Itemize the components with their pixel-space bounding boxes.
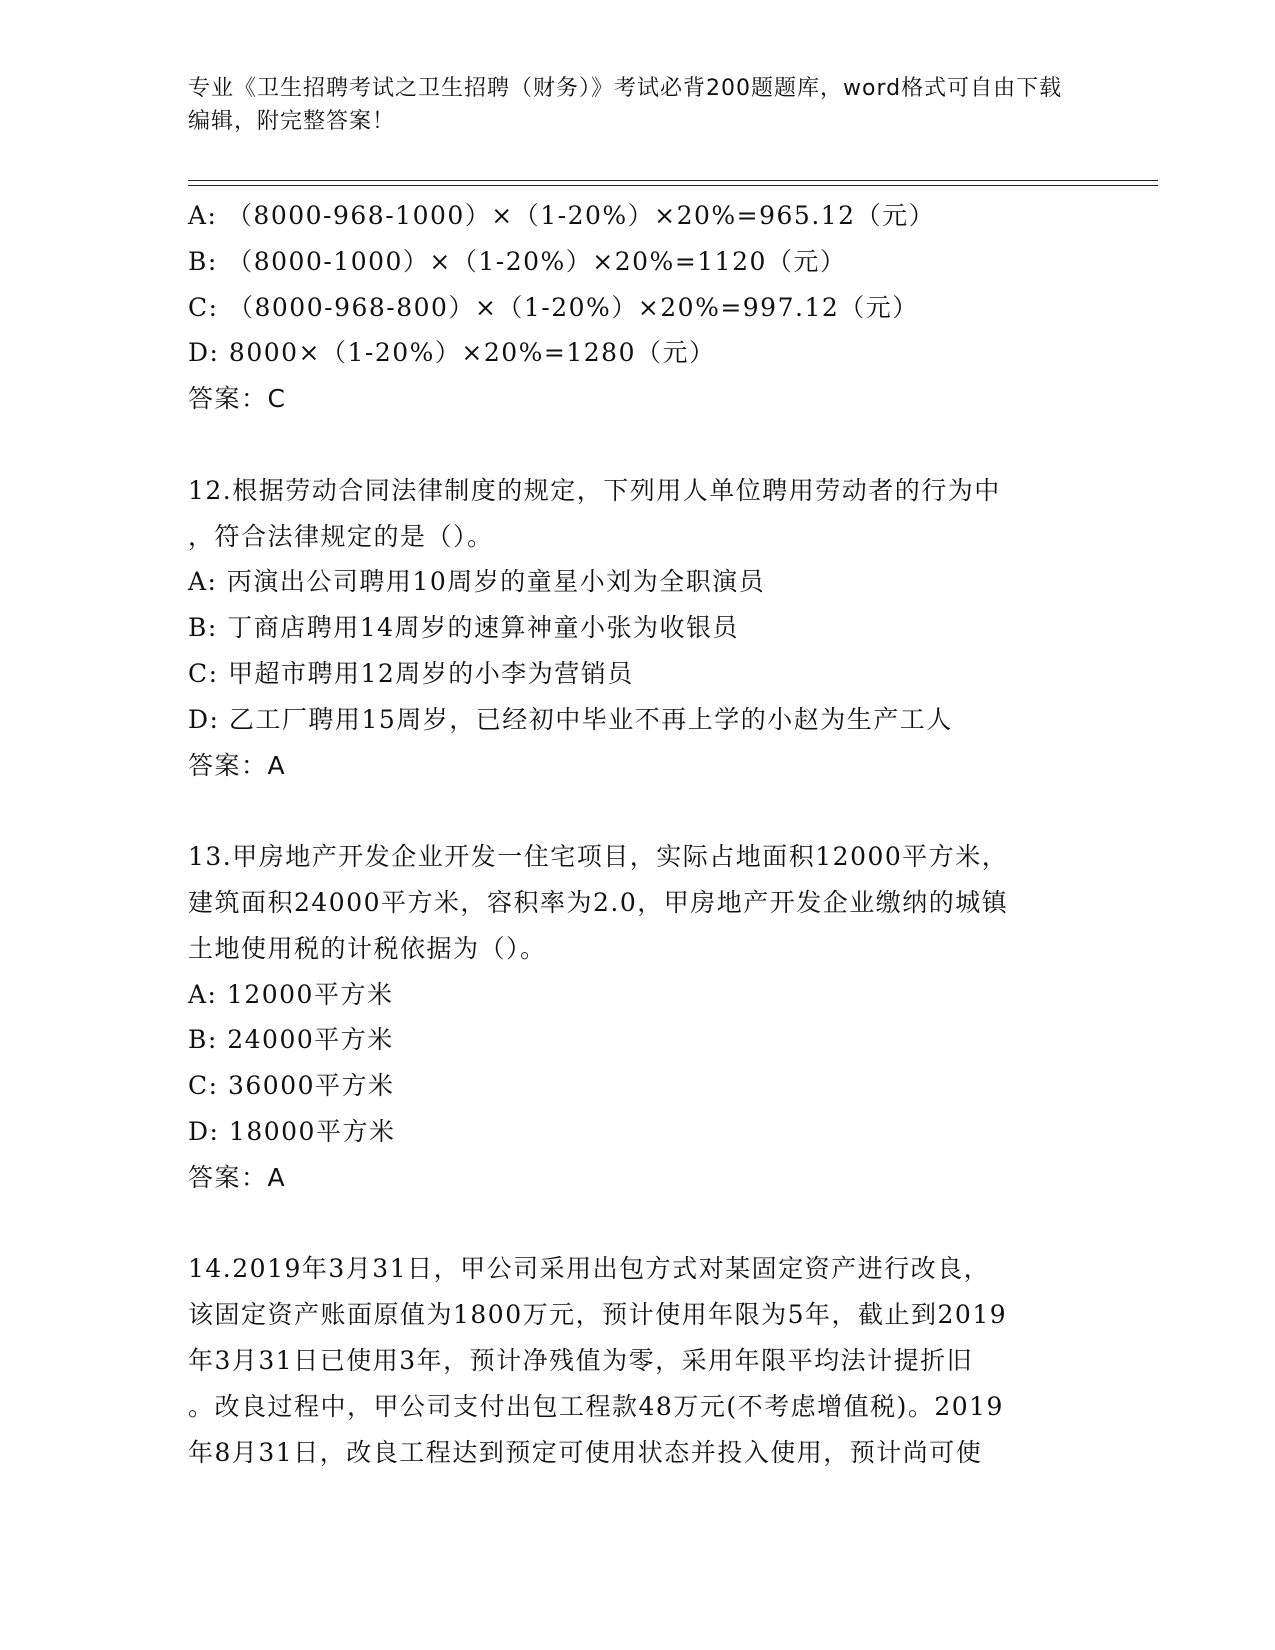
spacer	[188, 788, 1088, 834]
spacer	[188, 1201, 1088, 1247]
question-14	[188, 1246, 1088, 1475]
header-divider-bottom	[188, 185, 1158, 186]
spacer	[188, 422, 1088, 468]
answer: 答案：A	[188, 1162, 287, 1192]
question-stem-line: 年8月31日，改良工程达到预定可使用状态并投入使用，预计尚可使	[188, 1437, 983, 1467]
question-stem-line: 该固定资产账面原值为1800万元，预计使用年限为5年，截止到2019	[188, 1300, 1008, 1330]
option-d: D: 18000平方米	[188, 1116, 396, 1146]
header-divider-top	[188, 180, 1158, 181]
option-b: B: 丁商店聘用14周岁的速算神童小张为收银员	[188, 613, 740, 643]
question-12	[188, 468, 1088, 789]
answer: 答案：A	[188, 750, 287, 780]
question-stem-line: 13.甲房地产开发企业开发一住宅项目，实际占地面积12000平方米，	[188, 842, 1009, 872]
question-stem-line: 年3月31日已使用3年，预计净残值为零，采用年限平均法计提折旧	[188, 1345, 974, 1375]
question-stem-line: ，符合法律规定的是（）。	[188, 521, 494, 551]
question-stem-line: 土地使用税的计税依据为（）。	[188, 933, 547, 963]
answer: 答案：C	[188, 384, 287, 414]
question-stem-line: 。改良过程中，甲公司支付出包工程款48万元(不考虑增值税)。2019	[188, 1391, 1004, 1421]
option-b: B: （8000-1000）×（1-20%）×20%=1120（元）	[188, 246, 847, 276]
option-a: A: 12000平方米	[188, 979, 394, 1009]
option-a: A: 丙演出公司聘用10周岁的童星小刘为全职演员	[188, 567, 766, 597]
question-stem-line: 14.2019年3月31日，甲公司采用出包方式对某固定资产进行改良，	[188, 1254, 991, 1284]
option-c: C: 36000平方米	[188, 1071, 395, 1101]
question-stem-line: 建筑面积24000平方米，容积率为2.0，甲房地产开发企业缴纳的城镇	[188, 887, 1009, 917]
option-b: B: 24000平方米	[188, 1025, 394, 1055]
document-header: 专业《卫生招聘考试之卫生招聘（财务）》考试必背200题题库，word格式可自由下载编辑，附完整答案！	[188, 76, 1063, 134]
question-13	[188, 834, 1088, 1200]
option-d: D: 乙工厂聘用15周岁，已经初中毕业不再上学的小赵为生产工人	[188, 704, 953, 734]
option-c: C: 甲超市聘用12周岁的小李为营销员	[188, 658, 634, 688]
question-list	[188, 193, 1088, 1475]
option-d: D: 8000×（1-20%）×20%=1280（元）	[188, 338, 716, 368]
option-c: C: （8000-968-800）×（1-20%）×20%=997.12（元）	[188, 292, 919, 322]
option-a: A: （8000-968-1000）×（1-20%）×20%=965.12（元）	[188, 201, 936, 230]
question-stem-line: 12.根据劳动合同法律制度的规定，下列用人单位聘用劳动者的行为中	[188, 475, 1001, 505]
question-11	[188, 193, 1088, 422]
